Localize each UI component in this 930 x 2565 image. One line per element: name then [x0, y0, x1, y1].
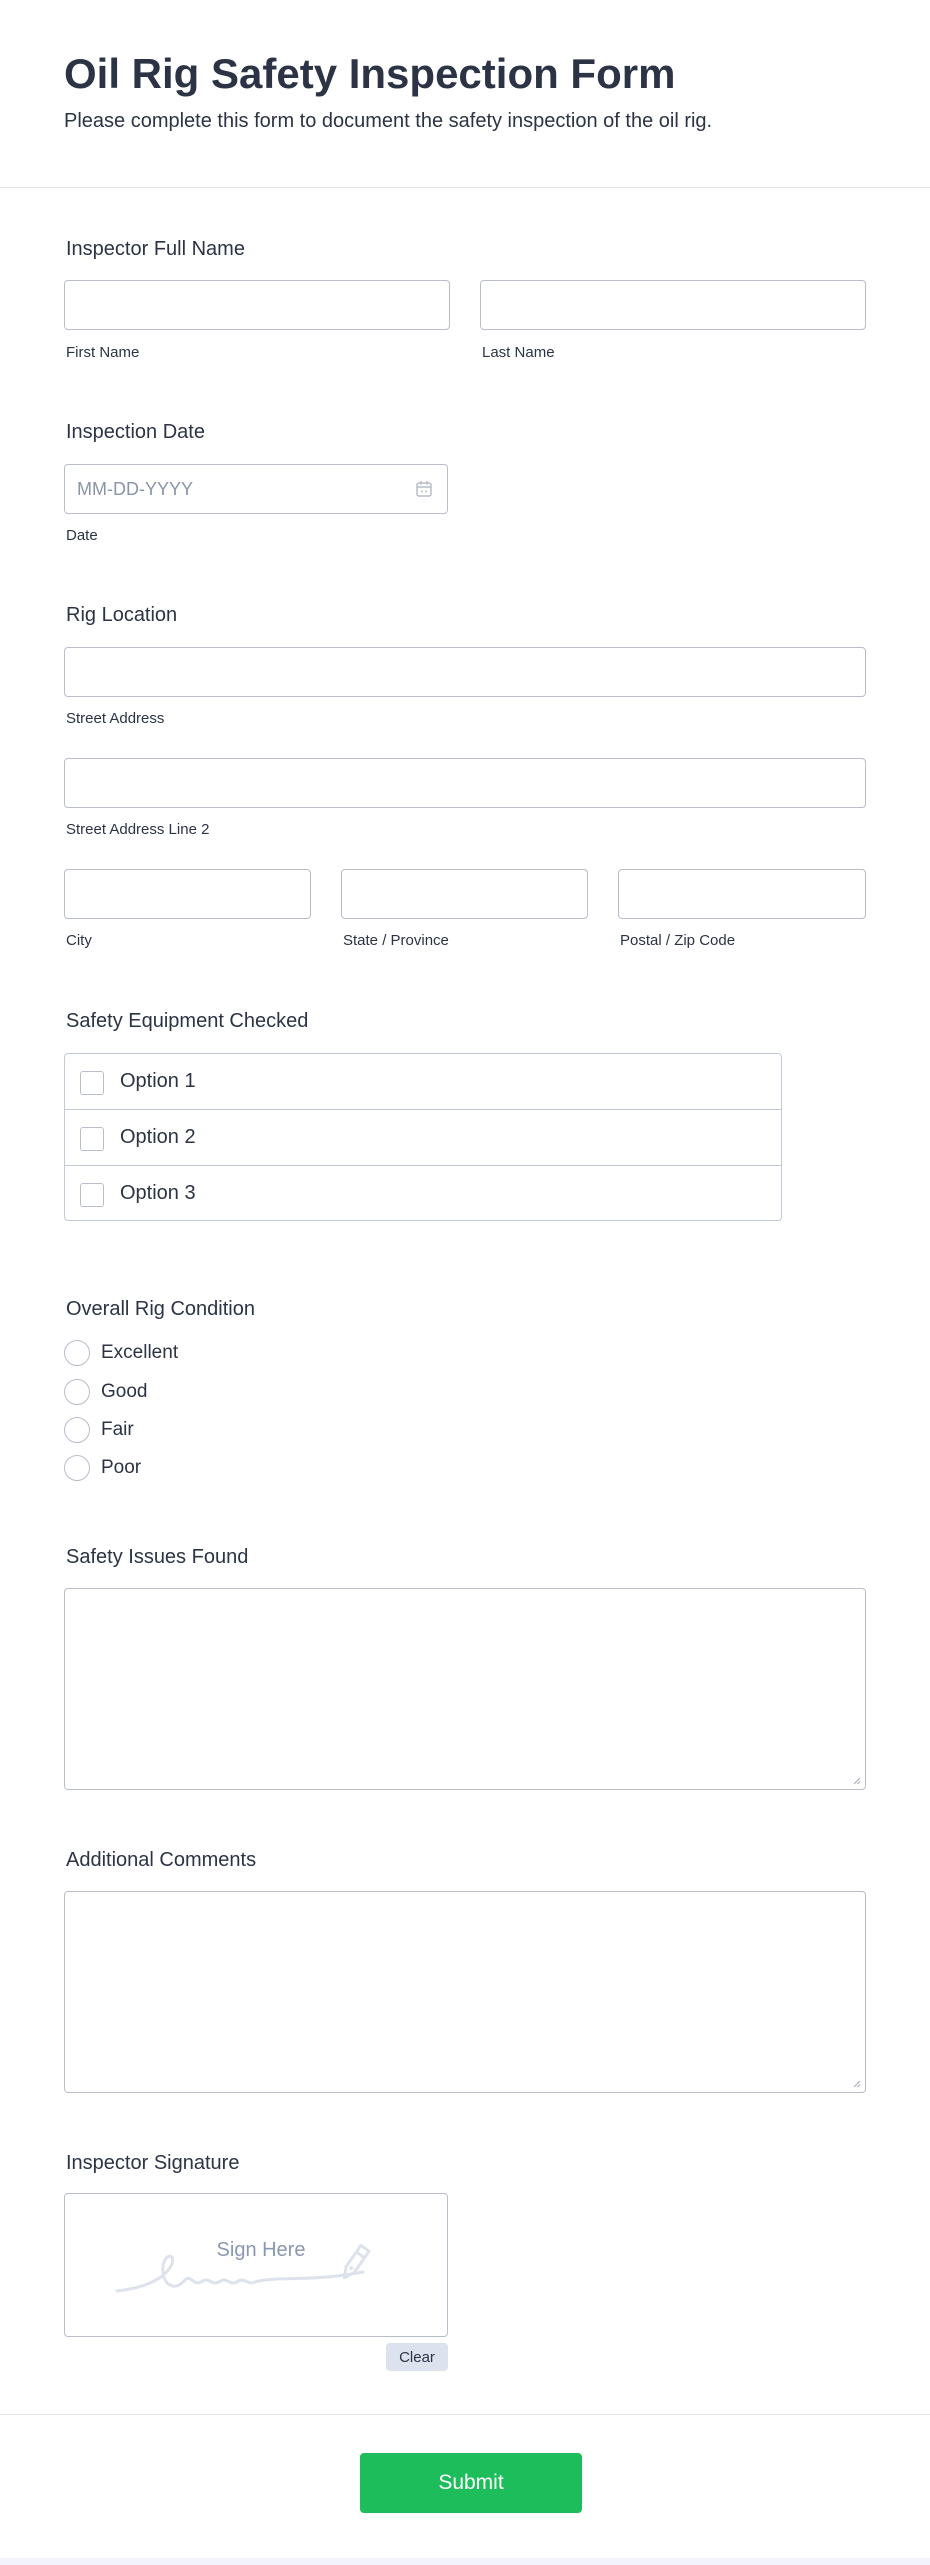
radio-label[interactable]: Excellent [101, 1342, 179, 1363]
radio-option-excellent[interactable] [64, 1340, 364, 1366]
street-address-line2-sublabel: Street Address Line 2 [66, 821, 210, 838]
rig-location-label: Rig Location [66, 604, 178, 626]
radio-button[interactable] [64, 1417, 90, 1443]
date-input[interactable] [65, 465, 447, 513]
signature-clear-button[interactable]: Clear [386, 2343, 448, 2371]
first-name-input[interactable] [65, 281, 449, 329]
safety-issues-input[interactable] [65, 1589, 865, 1789]
last-name-field[interactable] [480, 280, 866, 330]
state-input[interactable] [342, 870, 587, 918]
safety-issues-label: Safety Issues Found [66, 1546, 249, 1568]
last-name-sublabel: Last Name [482, 344, 555, 361]
radio-label[interactable]: Fair [101, 1419, 134, 1440]
city-input[interactable] [65, 870, 310, 918]
first-name-field[interactable] [64, 280, 450, 330]
radio-option-poor[interactable] [64, 1455, 364, 1481]
street-address-line2-input[interactable] [65, 759, 865, 807]
radio-button[interactable] [64, 1455, 90, 1481]
street-address-field[interactable] [64, 647, 866, 697]
city-sublabel: City [66, 932, 92, 949]
checkbox-option-1[interactable] [65, 1054, 781, 1110]
signature-scribble-icon [113, 2236, 403, 2306]
submit-button[interactable]: Submit [360, 2453, 582, 2513]
form-subtitle: Please complete this form to document the safety inspection of the oil rig. [64, 110, 713, 132]
checkbox-label[interactable]: Option 1 [120, 1070, 196, 1092]
resize-grip-icon[interactable] [853, 2080, 861, 2088]
date-field[interactable] [64, 464, 448, 514]
street-address-input[interactable] [65, 648, 865, 696]
radio-button[interactable] [64, 1379, 90, 1405]
radio-option-fair[interactable] [64, 1417, 364, 1443]
street-address-line2-field[interactable] [64, 758, 866, 808]
additional-comments-textarea[interactable] [64, 1891, 866, 2093]
safety-equipment-label: Safety Equipment Checked [66, 1010, 309, 1032]
street-address-sublabel: Street Address [66, 710, 165, 727]
radio-label[interactable]: Poor [101, 1457, 142, 1478]
bottom-strip [0, 2558, 930, 2565]
state-sublabel: State / Province [343, 932, 449, 949]
state-field[interactable] [341, 869, 588, 919]
inspector-name-label: Inspector Full Name [66, 238, 245, 260]
additional-comments-label: Additional Comments [66, 1849, 257, 1871]
inspection-date-label: Inspection Date [66, 421, 205, 443]
signature-pad[interactable] [64, 2193, 448, 2337]
first-name-sublabel: First Name [66, 344, 140, 361]
zip-field[interactable] [618, 869, 866, 919]
form-header [0, 0, 930, 188]
footer-divider [0, 2414, 930, 2415]
checkbox[interactable] [80, 1127, 104, 1151]
additional-comments-input[interactable] [65, 1892, 865, 2092]
checkbox[interactable] [80, 1183, 104, 1207]
checkbox[interactable] [80, 1071, 104, 1095]
checkbox-label[interactable]: Option 2 [120, 1126, 196, 1148]
checkbox-label[interactable]: Option 3 [120, 1182, 196, 1204]
last-name-input[interactable] [481, 281, 865, 329]
date-sublabel: Date [66, 527, 98, 544]
form-title: Oil Rig Safety Inspection Form [64, 50, 676, 97]
rig-condition-label: Overall Rig Condition [66, 1298, 255, 1320]
city-field[interactable] [64, 869, 311, 919]
radio-label[interactable]: Good [101, 1381, 148, 1402]
zip-input[interactable] [619, 870, 865, 918]
radio-option-good[interactable] [64, 1379, 364, 1405]
radio-button[interactable] [64, 1340, 90, 1366]
checkbox-option-2[interactable] [65, 1110, 781, 1166]
safety-issues-textarea[interactable] [64, 1588, 866, 1790]
calendar-icon[interactable] [415, 480, 433, 498]
signature-placeholder: Sign Here [216, 2239, 306, 2261]
checkbox-option-3[interactable] [65, 1166, 781, 1222]
signature-label: Inspector Signature [66, 2152, 240, 2174]
zip-sublabel: Postal / Zip Code [620, 932, 736, 949]
resize-grip-icon[interactable] [853, 1777, 861, 1785]
safety-equipment-checklist [64, 1053, 782, 1221]
